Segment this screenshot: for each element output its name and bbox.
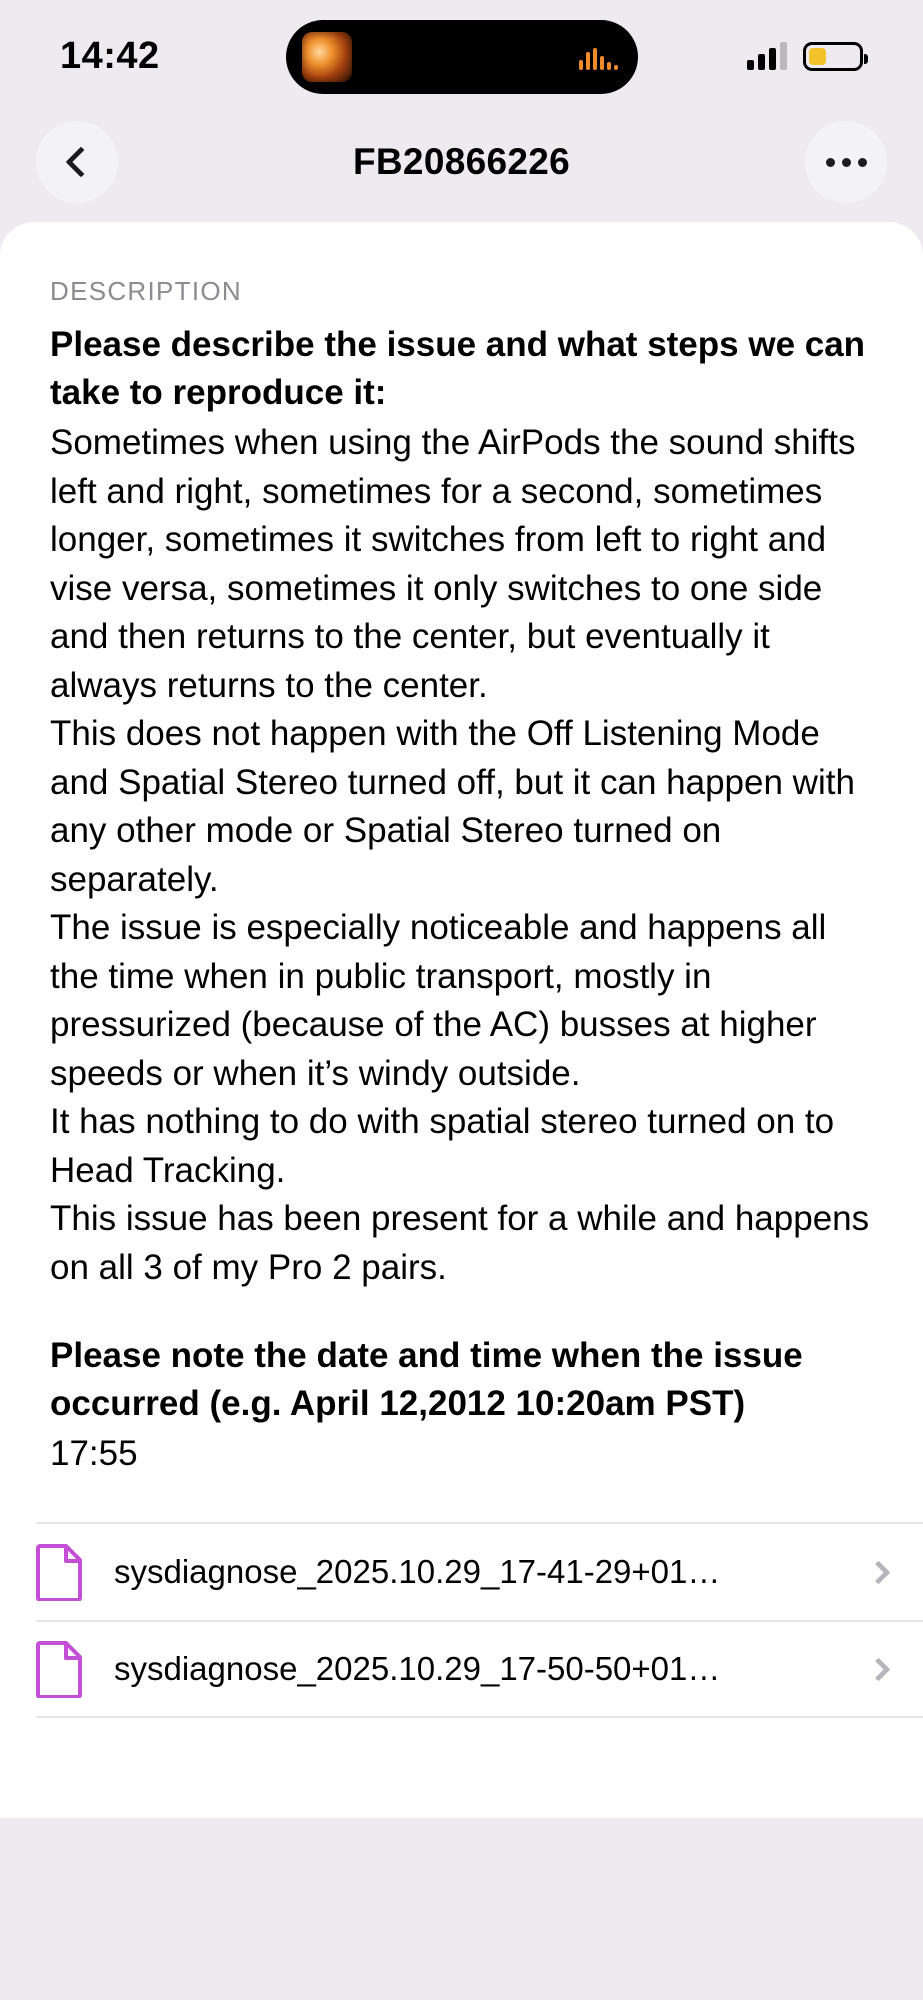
description-body (0, 321, 923, 1478)
audio-waveform-icon (579, 44, 622, 70)
chevron-right-icon (866, 1560, 890, 1584)
more-options-button[interactable] (805, 121, 887, 203)
battery-icon (803, 42, 863, 71)
album-art-thumbnail (302, 32, 352, 82)
ellipsis-icon (826, 158, 867, 167)
chevron-right-icon (866, 1657, 890, 1681)
status-indicators (747, 42, 863, 71)
answer-paragraph: Sometimes when using the AirPods the sound shifts left and right, sometimes for a second, sometimes longer, sometimes it switches from left to right and vise versa, sometimes it only switches to one side and then returns to the center, but eventually it always returns to the center. (50, 423, 856, 705)
back-chevron-icon (65, 146, 96, 177)
question-one: Please describe the issue and what steps we can take to reproduce it: (50, 325, 866, 412)
answer-paragraph: This issue has been present for a while and happens on all 3 of my Pro 2 pairs. (50, 1199, 870, 1287)
attachment-name: sysdiagnose_2025.10.29_17-41-29+01… (114, 1553, 721, 1590)
page-title: FB20866226 (353, 141, 570, 182)
status-time: 14:42 (60, 34, 160, 77)
status-bar (0, 0, 923, 112)
question-two: Please note the date and time when the issue occurred (e.g. April 12,2012 10:20am PST) (50, 1336, 803, 1423)
answer-two: 17:55 (50, 1434, 138, 1473)
section-header-description: DESCRIPTION (50, 276, 242, 306)
answer-paragraph: It has nothing to do with spatial stereo turned on to Head Tracking. (50, 1102, 835, 1190)
document-file-icon (36, 1640, 84, 1698)
card-bottom-spacer (0, 1718, 923, 1778)
answer-paragraph: The issue is especially noticeable and happens all the time when in public transport, mostly in pressurized (because of the AC) busses at higher speeds or when it’s windy outside. (50, 908, 827, 1093)
document-file-icon (36, 1543, 84, 1601)
answer-paragraph: This does not happen with the Off Listening Mode and Spatial Stereo turned off, but it can happen with any other mode or Spatial Stereo turned on separately. (50, 714, 855, 899)
detail-card (0, 222, 923, 1818)
list-item[interactable] (36, 1522, 923, 1620)
cellular-signal-icon (747, 42, 787, 70)
navigation-bar (0, 112, 923, 212)
back-button[interactable] (36, 121, 118, 203)
attachment-list (0, 1522, 923, 1718)
list-item[interactable] (36, 1620, 923, 1718)
dynamic-island[interactable] (286, 20, 638, 94)
attachment-name: sysdiagnose_2025.10.29_17-50-50+01… (114, 1650, 721, 1687)
